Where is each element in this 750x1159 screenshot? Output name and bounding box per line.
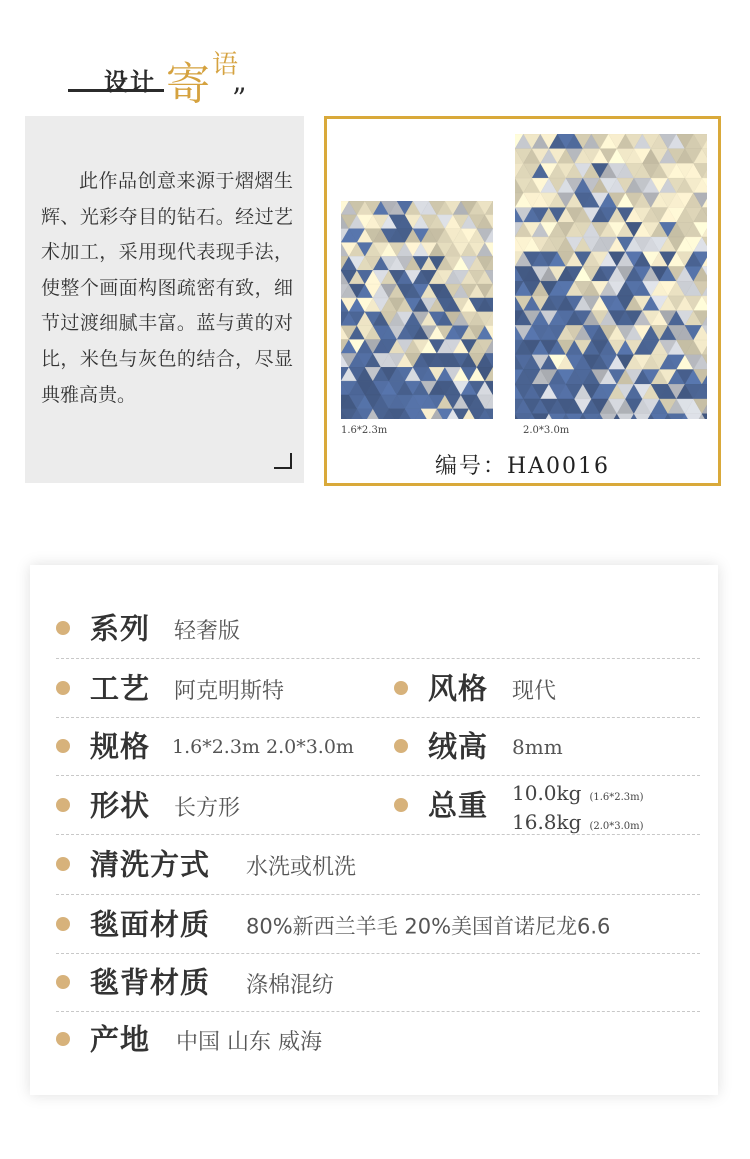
spec-row-back: [56, 953, 700, 1012]
spec-value: 水洗或机洗: [246, 855, 357, 881]
spec-label: 系列: [90, 611, 151, 646]
weight-value: 10.0kg: [512, 781, 582, 805]
section-heading: [62, 42, 282, 122]
spec-value: 1.6*2.3m 2.0*3.0m: [172, 736, 354, 759]
corner-mark-icon: [274, 453, 292, 469]
size-label-large: 2.0*3.0m: [523, 425, 570, 436]
spec-row-origin: [56, 1011, 700, 1067]
spec-row-face: [56, 894, 700, 954]
spec-row-cleaning: [56, 834, 700, 895]
bullet-dot-icon: [56, 798, 70, 812]
spec-value: 轻奢版: [174, 618, 241, 644]
spec-label: 绒高: [428, 729, 489, 764]
size-label-small: 1.6*2.3m: [341, 425, 388, 436]
spec-label: 风格: [428, 671, 489, 706]
bullet-dot-icon: [56, 621, 70, 635]
spec-label: 毯背材质: [90, 965, 211, 1000]
bullet-dot-icon: [56, 975, 70, 989]
bullet-dot-icon: [56, 1032, 70, 1046]
intro-text: 此作品创意来源于熠熠生辉、光彩夺目的钻石。经过艺术加工，采用现代表现手法，使整个画面构图疏密有致，细节过渡细腻丰富。蓝与黄的对比，米色与灰色的结合，尽显典雅高贵。: [41, 170, 293, 406]
spec-row-craft-style: [56, 658, 700, 718]
product-code: 编号：HA0016: [434, 454, 611, 479]
heading-part3: 语: [212, 50, 239, 79]
bullet-dot-icon: [394, 681, 408, 695]
spec-value: 现代: [512, 678, 557, 704]
spec-card: [30, 565, 718, 1095]
spec-label: 规格: [90, 729, 151, 764]
spec-value: 8mm: [512, 735, 563, 760]
spec-row-shape-weight: [56, 775, 700, 835]
spec-label: 毯面材质: [90, 907, 211, 942]
spec-value: 中国 山东 威海: [176, 1030, 322, 1056]
spec-row-series: [56, 597, 700, 659]
intro-box: [25, 116, 304, 483]
spec-value: 80%新西兰羊毛 20%美国首诺尼龙6.6: [246, 914, 611, 938]
spec-value: 长方形: [174, 795, 241, 821]
weight-values: [512, 781, 644, 839]
rug-image-large: [515, 134, 707, 419]
bullet-dot-icon: [394, 739, 408, 753]
bullet-dot-icon: [56, 857, 70, 871]
spec-label: 清洗方式: [90, 847, 211, 882]
rug-image-small: [341, 201, 493, 419]
bullet-dot-icon: [56, 681, 70, 695]
heading-part1: 设计: [104, 70, 156, 96]
weight-note: (1.6*2.3m): [589, 792, 644, 803]
spec-value: 阿克明斯特: [174, 678, 285, 704]
spec-label: 总重: [428, 788, 489, 823]
bullet-dot-icon: [56, 739, 70, 753]
spec-label: 形状: [90, 788, 151, 823]
spec-row-size-pile: [56, 717, 700, 776]
heading-part2: 寄: [166, 60, 210, 109]
weight-value: 16.8kg: [512, 810, 582, 834]
bullet-dot-icon: [394, 798, 408, 812]
spec-value: 涤棉混纺: [246, 973, 335, 999]
spec-label: 产地: [90, 1022, 151, 1057]
weight-note: (2.0*3.0m): [589, 821, 644, 832]
quote-mark: ”: [232, 82, 247, 115]
spec-label: 工艺: [90, 671, 151, 706]
product-box: [324, 116, 721, 486]
bullet-dot-icon: [56, 917, 70, 931]
